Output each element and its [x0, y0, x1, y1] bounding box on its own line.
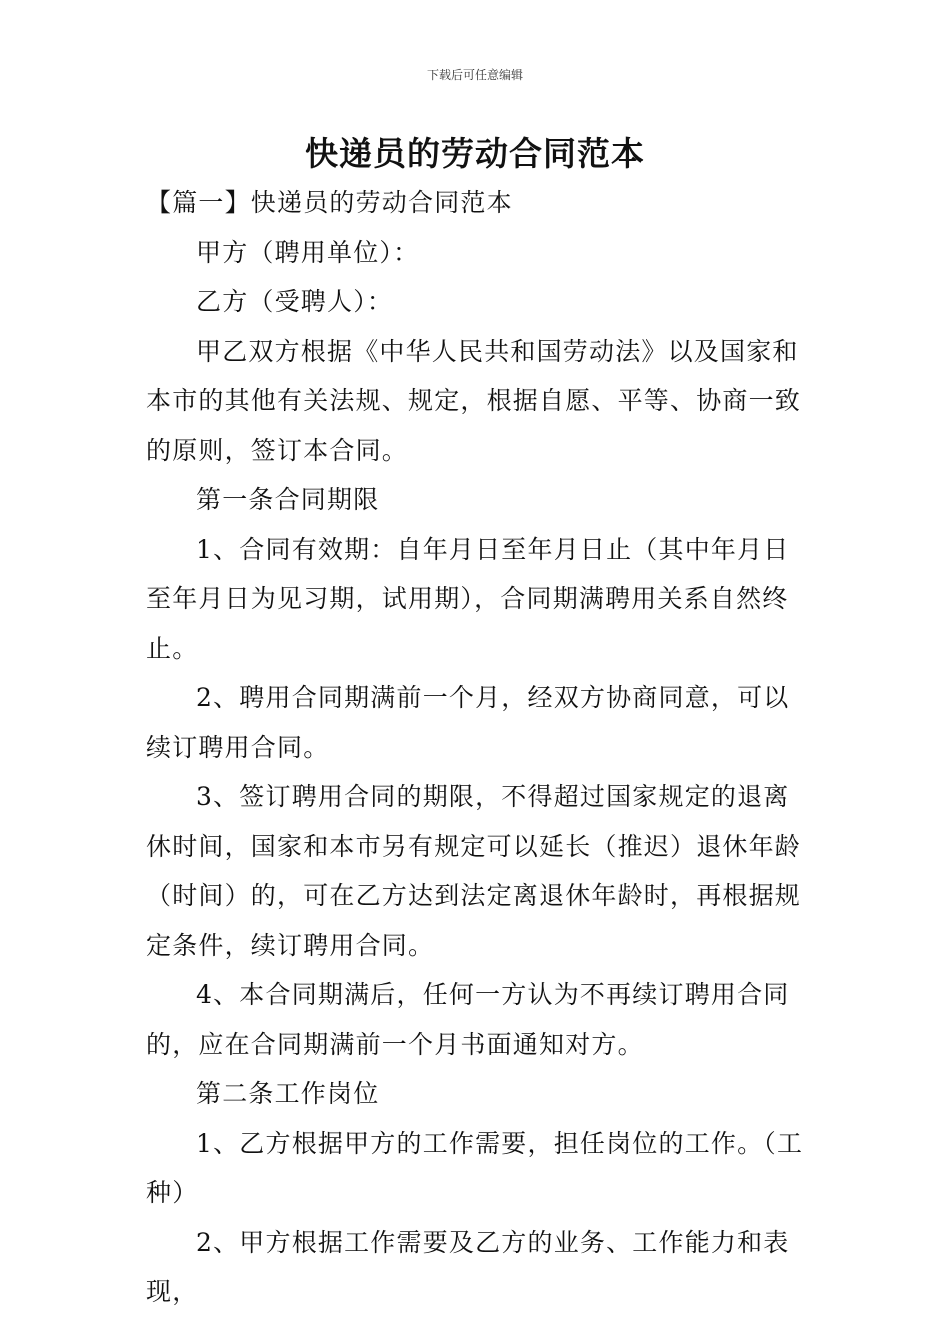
- paragraph-2-2: 2、甲方根据工作需要及乙方的业务、工作能力和表现，: [146, 1227, 790, 1306]
- article-heading-1: 第一条合同期限: [196, 485, 380, 514]
- paragraph-party-a: 甲方（聘用单位）：: [196, 237, 420, 267]
- document-title: 快递员的劳动合同范本: [305, 134, 645, 173]
- paragraph-preamble: 甲乙双方根据《中华人民共和国劳动法》以及国家和本市的其他有关法规、规定，根据自愿、平等、协商一致的原则，签订本合同。: [146, 336, 802, 465]
- document-body: [146, 178, 810, 1317]
- header-note: 下载后可任意编辑: [426, 68, 523, 82]
- article-heading-2: 第二条工作岗位: [196, 1079, 380, 1108]
- section-heading: 【篇一】快递员的劳动合同范本: [146, 188, 513, 217]
- paragraph-1-2: 2、聘用合同期满前一个月，经双方协商同意，可以续订聘用合同。: [146, 683, 790, 762]
- paragraph-2-1: 1、乙方根据甲方的工作需要，担任岗位的工作。（工种）: [146, 1128, 804, 1207]
- paragraph-party-b: 乙方（受聘人）：: [196, 287, 394, 316]
- paragraph-1-4: 4、本合同期满后，任何一方认为不再续订聘用合同的，应在合同期满前一个月书面通知对方。: [146, 980, 790, 1059]
- paragraph-1-1: 1、合同有效期：自年月日至年月日止（其中年月日至年月日为见习期，试用期），合同期满聘用关系自然终止。: [146, 534, 790, 663]
- paragraph-1-3: 3、签订聘用合同的期限，不得超过国家规定的退离休时间，国家和本市另有规定可以延长（推迟）退休年龄（时间）的，可在乙方达到法定离退休年龄时，再根据规定条件，续订聘用合同。: [146, 782, 802, 960]
